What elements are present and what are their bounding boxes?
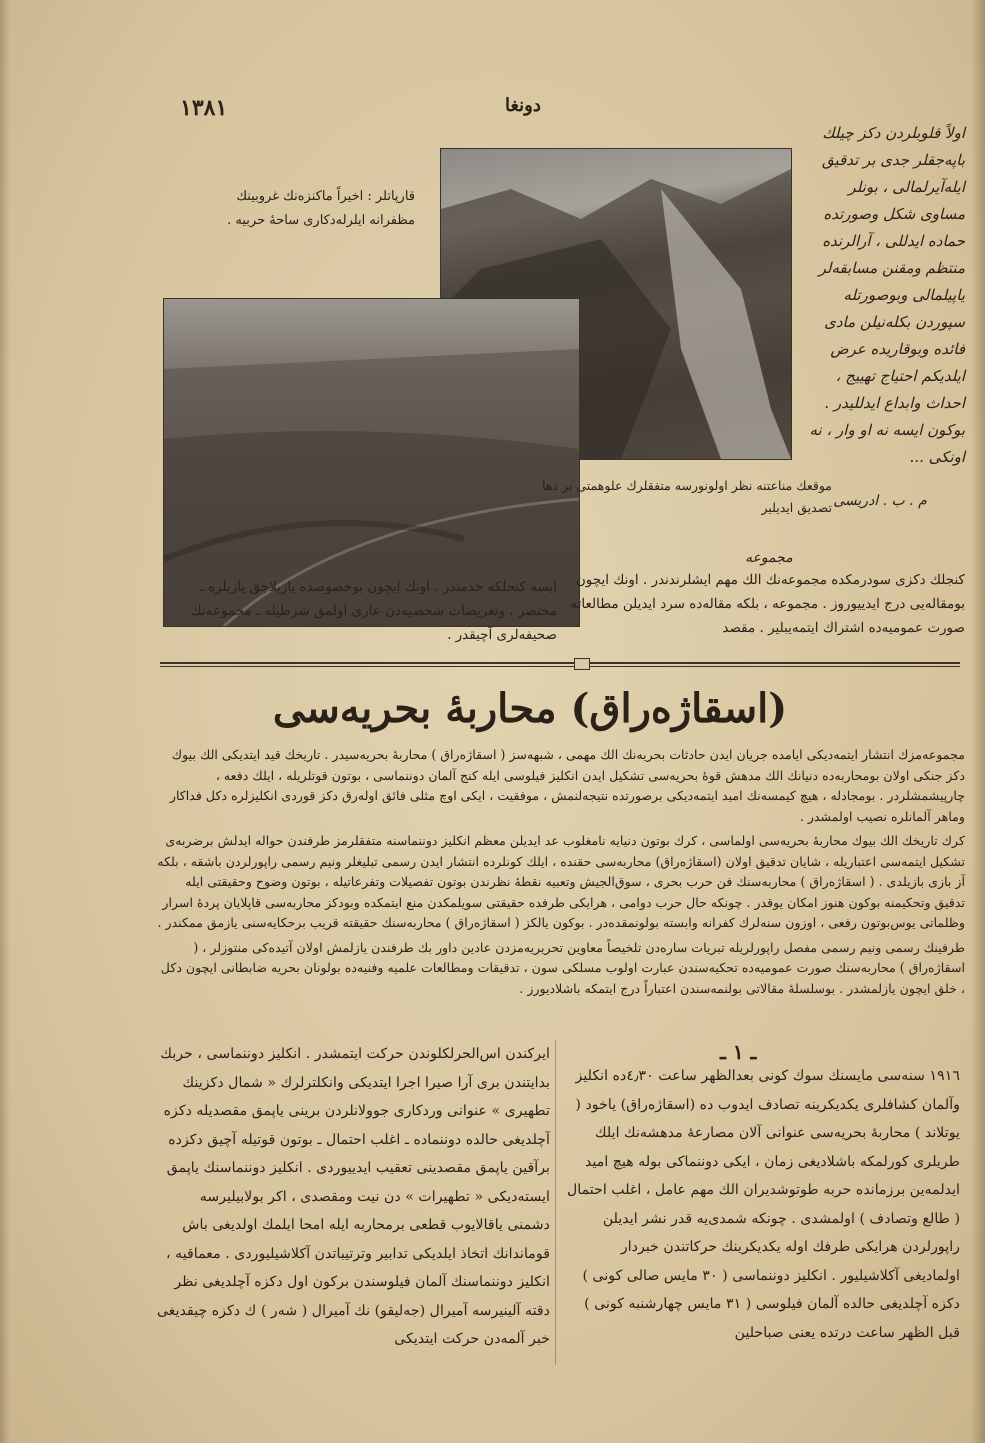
section-number: ـ ١ ـ bbox=[720, 1040, 757, 1064]
caption-carpathians: قارپاتلر : اخیراً ماکنزه‌نك غروبینك مظفرانه ایلرله‌دکاری ساحهٔ حربیه . bbox=[227, 189, 415, 228]
page-edge-left bbox=[0, 0, 10, 1443]
editorial-note-right: کنجلك دکزی سودرمکده مجموعه‌نك الك مهم ایشلرندندر . اونك ایچون بومقاله‌یی درج ایدییوروز . مجموعه ، بلکه مقاله‌ده سرد ایدیلن مطالعاته صورت عمومیه‌ده اشتراك ایتمه‌یبلیر . مقصد bbox=[570, 572, 965, 636]
intro-paragraph: کرك تاریخك الك بیوك محاربهٔ بحریه‌سی اولماسی ، کرك بوتون دنیایه نامغلوب عد ایدیلن معظم انکلیز دوننماسنه متفقلرمز طرفندن حواله ایدلش برضربه‌ی تشکیل ایتمه‌سی اعتباریله ، شایان تدقیق اولان (اسقاژه‌راق) محاربه‌سی حقنده ، ایلك کونلرده انتشار ایدن رسمی تبلیغلر ونیم رسمی راپورلردن باشقه ، بلکه آز بازی بازیلدی . ( اسقاژه‌راق ) محاربه‌سنك فن حرب بحری ، سوق‌الجیش وتعبیه نقطهٔ نظرندن بوتون تفصیلات وتفرعاتیله ، بوتون وضوح وحقیقتی ایله تدقیق وتحکیمنه بوکون هنوز امکان یوقدر . چونکه حال حرب دوامی ، هرایکی طرفده حقیقتی سویلمکدن منع ایتمکده وبودکز محاربه‌سی قاپلایان پردهٔ اسرار وظلماتی یوس‌بوتون رفعی ، اوزون سنه‌لرك کفرانه وابسته بولونمقده‌در . بوکون یالکز ( اسقاژه‌راق ) محاربه‌سنك حقیقته قریب برحکایه‌سنی یازمق ممکندر . bbox=[157, 833, 965, 930]
divider-ornament bbox=[574, 658, 590, 670]
intro-paragraph: مجموعه‌مزك انتشار ایتمه‌دیکی ایامده جریان ایدن حادثات بحریه‌نك الك مهمی ، شبهه‌سز ( اسقاژه‌راق ) محاربهٔ بحریه‌سیدر . تاریخك قید ایتدیکی الك بیوك دکز جنکی اولان بومحاربه‌ده دنیانك الك مدهش قوهٔ بحریه‌سی تشکیل ایدن انکلیز فیلوسی ایله کنج آلمان دوننماسی ، بوتون قوتلریله ، ایلك دفعه ، چارپیشمشلردر . بومجادله ، هیچ کیمسه‌نك امید ایتمه‌دیکی برصورتده نتیجه‌لنمش ، موفقیت ، ایکی اوچ مثلی فائق اوله‌رق دکز قوردی انکلیزلره دکل فداکار وماهر آلمانلره نصیب اولمشدر . bbox=[169, 747, 965, 824]
editorial-note-left: ایسه کنجلکه خدمتدر . اونك ایچون بوخصوصده یازیلاجق یازیلره ـ مختصر ، وتعریضات شخصیه‌دن عاری اولمق شرطیله ـ مجموعه‌نك صحیفه‌لری آچیقدر . bbox=[190, 579, 557, 643]
editorial-heading: مجموعه bbox=[745, 550, 793, 566]
section-divider bbox=[160, 662, 960, 664]
page-number: ١٣٨١ bbox=[180, 95, 228, 121]
article-column-right: ١٩١٦ سنه‌سی مایسنك سوك کونی بعدالظهر ساعت ٤٫٣٠ده انکلیز وآلمان کشافلری یکدیکرینه تصادف ایدوب ده (اسقاژه‌راق) یاخود ( یوتلاند ) محاربهٔ بحریه‌سی عنوانی آلان مصارعهٔ مدهشه‌نك ایلك طریلری کورلمکه باشلادیغی زمان ، ایکی دوننماکی بوله هیچ امید ایدلمه‌ین برزمانده حربه طوتوشدیران الك مهم عامل ، اغلب احتمال ( طالع وتصادف ) اولمشدی . چونکه شمدی‌یه قدر نشر ایدیلن راپورلردن هرایکی طرفك اوله‌ یکدیکرینك حرکاتندن خبردار اولمادیغی آکلاشیلیور . انکلیز دوننماسی ( ٣٠ مایس صالی کونی ) دکزه آچلدیغی حالده آلمان فیلوسی ( ٣١ مایس چهارشنبه کونی ) قبل الظهر ساعت درتده یعنی صباحلین bbox=[566, 1068, 960, 1341]
caption-photo: موقعك مناعتنه نظر اولونورسه متفقلرك علوهمتی بر دها تصدیق ایدیلیر bbox=[542, 478, 832, 515]
section-divider-thin bbox=[160, 666, 960, 667]
author-signature: م . ب . ادریسی bbox=[833, 493, 927, 509]
article-column-left: ایرکندن اس‌الحرلکلوندن حرکت ایتمشدر . انکلیز دوننماسی ، حربك بدایتندن بری آرا صیرا اجرا ایتدیکی وانکلترلرك « شمال دکزینك تطهیری » عنوانی وردکاری جوولانلردن برینی یاپمق مقصدیله دکزه آچلدیغی حالده دوننماده ـ اغلب احتمال ـ بوتون قوتیله آچیق دکزده برآقین یاپمق مقصدینی تعقیب ایدییوردی . انکلیز دوننماسنك یاپمق ایسته‌دیکی « تطهیرات » دن نیت ومقصدی ، اکر بولابیلیرسه دشمنی یاقالایوب قطعی برمحاربه ایله امحا ایلمك اولدیغی باش قوماندانك اتخاذ ایلدیکی تدابیر وترتیباتدن آکلاشیلیوردی . معماقیه ، انکلیز دوننماسنك آلمان فیلوسندن برکون اول دکزه آچلدیغی نظر دقته آلینیرسه آمیرال (جه‌لیقو) نك آمیرال ( شه‌ر ) ك دکزه چیقدیغی خبر آلمه‌دن حرکت ایتدیکی bbox=[156, 1046, 550, 1347]
intro-paragraph: طرفینك رسمی ونیم رسمی مفصل راپورلریله تبریات ساره‌دن تلخیصاً معاوین تحریریه‌مزدن عادین داور بك طرفندن یازلمش اولان آتیده‌کی منتوزلر ، ( اسقاژه‌راق ) محاربه‌سنك صورت عمومیه‌ده تحکیه‌سندن عبارت اولوب مسلکی سون ، تدقیقات ومطالعات علمیه وفنیه‌ده بولونان بحریه ضابطانی ایچون دکل ، خلق ایچون یازلمشدر . بوسلسلهٔ مقالاتی بولنمه‌سندن اعتباراً درج ایتمکه باشلادیورز . bbox=[160, 939, 965, 996]
side-column-text: اولاً قلوبلردن دکز چیلك باپه‌جقلر جدی بر تدقیق ایله‌آیرلمالی ، بونلر مساوی شکل وصورتده حماده ایدللی ، آرالرنده منتظم ومقنن مسابقه‌لر یاپیلمالی وبوصورتله سپوردن بکله‌نیلن مادی فائده وبوقاریده عرض ایلدیکم احتیاج تهییج ، احداث وابداع ایدللیدر . بوکون ایسه نه او وار ، نه اونکی ... bbox=[809, 124, 965, 466]
column-divider bbox=[555, 1040, 556, 1365]
article-title: (اسقاژه‌راق) محاربهٔ بحریه‌سی bbox=[272, 685, 788, 732]
journal-title: دونغا bbox=[505, 95, 541, 116]
page-edge-right bbox=[971, 0, 985, 1443]
article-intro bbox=[155, 745, 965, 1003]
